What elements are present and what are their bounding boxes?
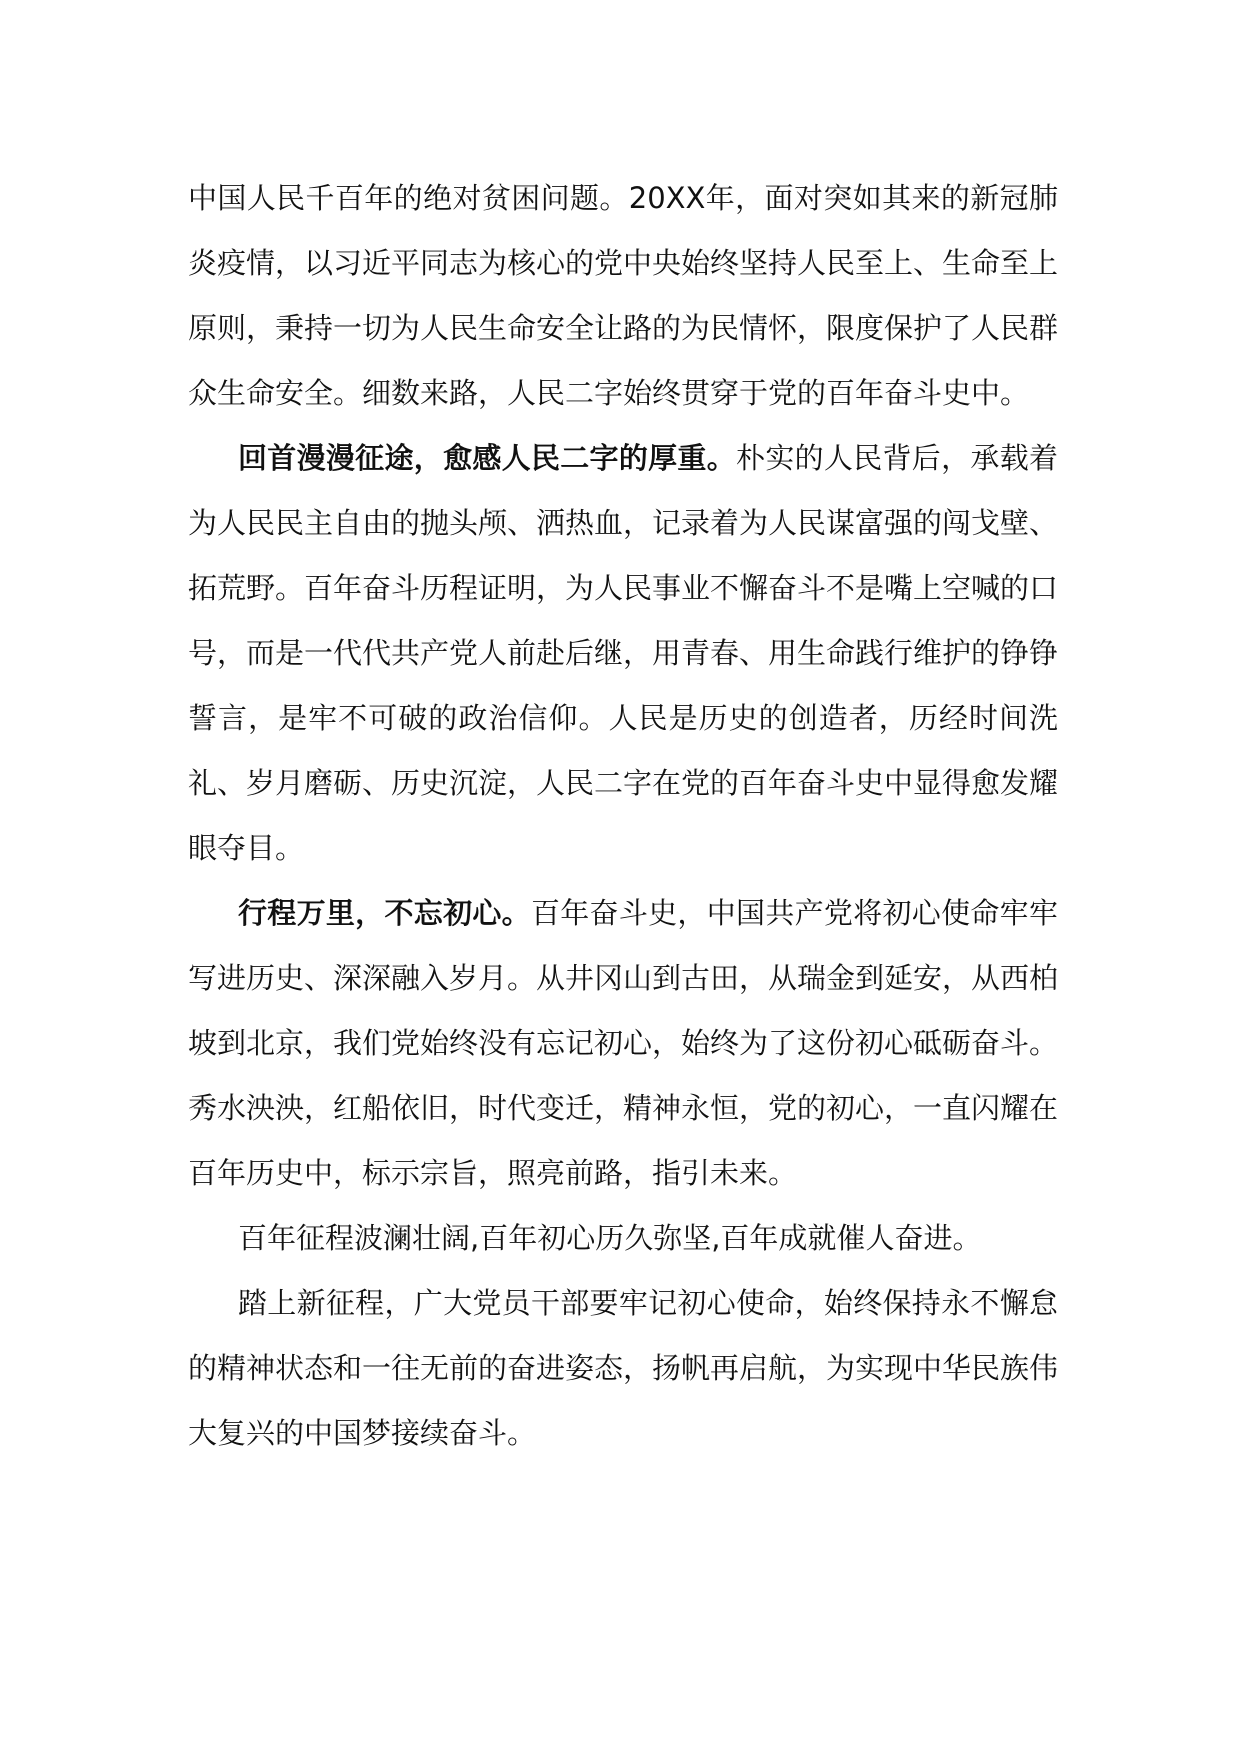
paragraph-2 [188, 426, 1058, 881]
paragraph-1 [188, 166, 1058, 426]
paragraph-1-text: 中国人民千百年的绝对贫困问题。20XX年，面对突如其来的新冠肺炎疫情，以习近平同志为核心的党中央始终坚持人民至上、生命至上原则，秉持一切为人民生命安全让路的为民情怀，限度保护了人民群众生命安全。细数来路，人民二字始终贯穿于党的百年奋斗史中。 [188, 181, 1059, 410]
paragraph-2-text: 朴实的人民背后，承载着为人民民主自由的抛头颅、洒热血，记录着为人民谋富强的闯戈壁、拓荒野。百年奋斗历程证明，为人民事业不懈奋斗不是嘴上空喊的口号，而是一代代共产党人前赴后继，用青春、用生命践行维护的铮铮誓言，是牢不可破的政治信仰。人民是历史的创造者，历经时间洗礼、岁月磨砺、历史沉淀，人民二字在党的百年奋斗史中显得愈发耀眼夺目。 [188, 441, 1059, 865]
paragraph-2-heading: 回首漫漫征途，愈感人民二字的厚重。 [238, 441, 737, 475]
paragraph-3 [188, 881, 1058, 1206]
paragraph-4 [188, 1206, 1058, 1271]
paragraph-3-heading: 行程万里，不忘初心。 [238, 896, 531, 930]
paragraph-3-text: 百年奋斗史，中国共产党将初心使命牢牢写进历史、深深融入岁月。从井冈山到古田，从瑞金到延安，从西柏坡到北京，我们党始终没有忘记初心，始终为了这份初心砥砺奋斗。秀水泱泱，红船依旧，时代变迁，精神永恒，党的初心，一直闪耀在百年历史中，标示宗旨，照亮前路，指引未来。 [188, 896, 1059, 1190]
paragraph-5 [188, 1271, 1058, 1466]
document-page [188, 166, 1058, 1466]
paragraph-5-text: 踏上新征程，广大党员干部要牢记初心使命，始终保持永不懈怠的精神状态和一往无前的奋进姿态，扬帆再启航，为实现中华民族伟大复兴的中国梦接续奋斗。 [188, 1286, 1059, 1450]
paragraph-4-text: 百年征程波澜壮阔,百年初心历久弥坚,百年成就催人奋进。 [238, 1221, 982, 1255]
